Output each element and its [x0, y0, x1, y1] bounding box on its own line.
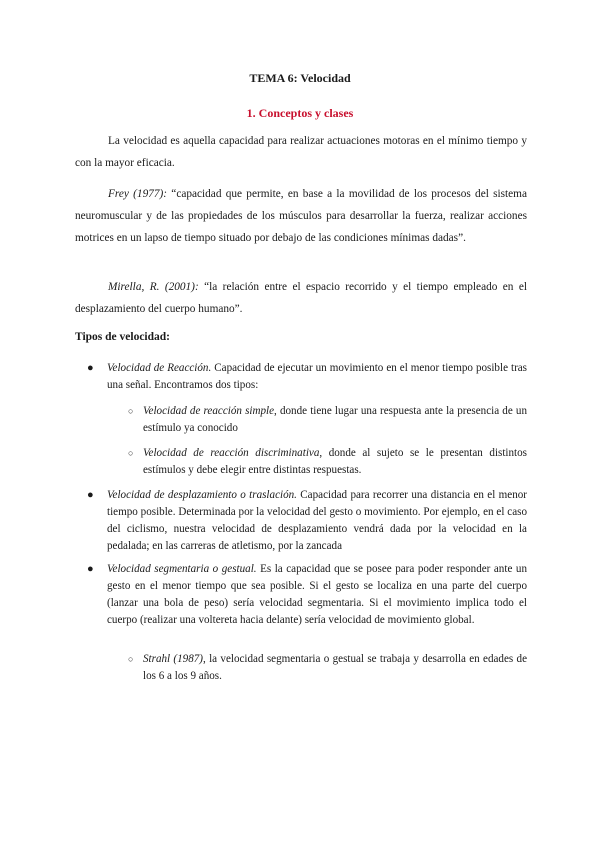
item-name: Velocidad de Reacción. [107, 362, 212, 374]
list-subitem-strahl [143, 651, 527, 685]
item-text: , donde tiene lugar una respuesta ante la presencia de un estímulo ya conocido [143, 405, 527, 434]
list-item-reaction [107, 360, 527, 394]
item-text: Capacidad de ejecutar un movimiento en el menor tiempo posible tras una señal. Encontramos dos tipos: [107, 362, 527, 391]
sub-bullet-icon: ○ [128, 654, 134, 664]
item-text: Capacidad para recorrer una distancia en el menor tiempo posible. Determinada por la velocidad del gesto o movimiento. Por ejemplo, en el caso del ciclismo, nuestra velocidad de desplazamiento vendrá dada por la velocidad en la pedalada; en las carreras de atletismo, por la zancada [107, 489, 527, 552]
list-item-segmental [107, 561, 527, 629]
item-text: , donde al sujeto se le presentan distintos estímulos y debe elegir entre distintas respuestas. [143, 447, 527, 476]
quote-text: “la relación entre el espacio recorrido y el tiempo empleado en el desplazamiento del cuerpo humano”. [75, 281, 527, 315]
intro-paragraph: La velocidad es aquella capacidad para realizar actuaciones motoras en el mínimo tiempo y con la mayor eficacia. [75, 135, 527, 169]
quote-author: Frey (1977): [108, 188, 168, 200]
item-name: Velocidad segmentaria o gestual. [107, 563, 257, 575]
item-name: Velocidad de reacción discriminativa [143, 447, 320, 459]
item-text: Es la capacidad que se posee para poder responder ante un gesto en el menor tiempo que sea posible. Si el gesto se localiza en una parte del cuerpo (lanzar una bola de peso) sería velocidad segmentaria. Si el movimiento implica todo el cuerpo (realizar una voltereta hacia delante) sería velocidad de movimiento global. [107, 563, 527, 626]
list-item-displacement [107, 487, 527, 555]
item-name: Velocidad de reacción simple [143, 405, 275, 417]
document-title: TEMA 6: Velocidad [249, 71, 351, 85]
types-heading: Tipos de velocidad: [75, 331, 170, 343]
item-name: Strahl (1987) [143, 653, 204, 665]
bullet-icon: ● [87, 563, 94, 575]
sub-bullet-icon: ○ [128, 448, 134, 458]
list-subitem-reaction-discriminative [143, 445, 527, 479]
quote-frey [75, 183, 527, 249]
section-heading: 1. Conceptos y clases [246, 106, 354, 120]
quote-mirella [75, 276, 527, 320]
item-text: , la velocidad segmentaria o gestual se trabaja y desarrolla en edades de los 6 a los 9 años. [143, 653, 527, 682]
item-name: Velocidad de desplazamiento o traslación. [107, 489, 297, 501]
quote-author: Mirella, R. (2001): [108, 281, 199, 293]
quote-text: “capacidad que permite, en base a la movilidad de los procesos del sistema neuromuscular y de las propiedades de los músculos para desarrollar la fuerza, realizar acciones motrices en un lapso de tiempo situado por debajo de las condiciones mínimas dadas”. [75, 188, 527, 244]
list-subitem-reaction-simple [143, 403, 527, 437]
bullet-icon: ● [87, 362, 94, 374]
sub-bullet-icon: ○ [128, 406, 134, 416]
bullet-icon: ● [87, 489, 94, 501]
